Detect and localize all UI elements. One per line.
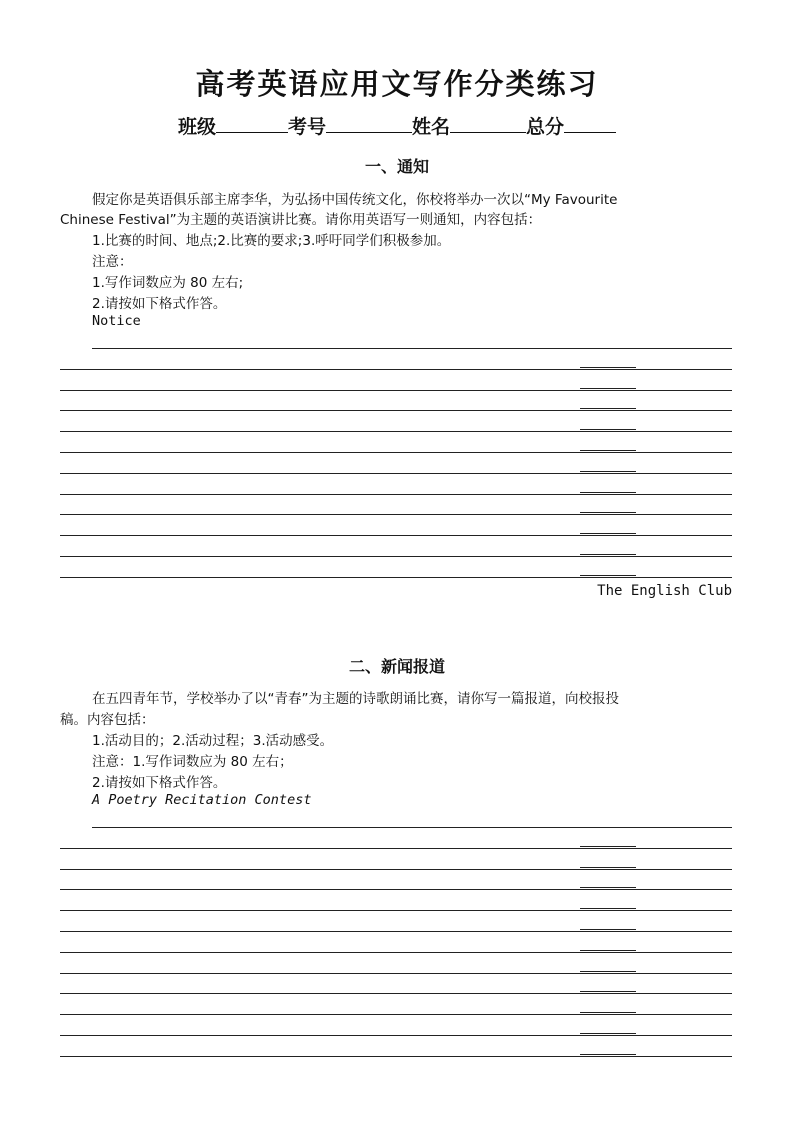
answer-line[interactable]: [60, 993, 732, 994]
answer-line-segment: [580, 408, 636, 409]
answer-line-segment: [580, 1012, 636, 1013]
answer-line-segment: [580, 533, 636, 534]
total-score-blank[interactable]: [564, 114, 616, 133]
answer-line[interactable]: [60, 889, 732, 890]
answer-line[interactable]: [60, 1035, 732, 1036]
answer-line-segment: [580, 846, 636, 847]
page-title: 高考英语应用文写作分类练习: [195, 67, 599, 101]
exam-number-label: 考号: [287, 116, 326, 138]
class-blank[interactable]: [216, 114, 288, 133]
section-1-note-1: 1.写作词数应为 80 左右;: [92, 275, 244, 291]
answer-line-segment: [580, 450, 636, 451]
answer-line[interactable]: [60, 431, 732, 432]
section-2-essay-heading: A Poetry Recitation Contest: [92, 792, 312, 808]
answer-line[interactable]: [60, 910, 732, 911]
section-1-prompt-line-2: Chinese Festival”为主题的英语演讲比赛。请你用英语写一则通知，内容包括：: [60, 212, 542, 228]
section-2-heading: 二、新闻报道: [348, 657, 445, 676]
answer-line[interactable]: [60, 494, 732, 495]
answer-line[interactable]: [60, 952, 732, 953]
answer-line-segment: [580, 388, 636, 389]
answer-line-segment: [580, 867, 636, 868]
section-2-note-1: 注意：1.写作词数应为 80 左右；: [92, 754, 293, 770]
answer-line-segment: [580, 492, 636, 493]
section-2-prompt-line-1: 在五四青年节，学校举办了以“青春”为主题的诗歌朗诵比赛，请你写一篇报道，向校报投: [92, 691, 619, 707]
section-1-content-points: 1.比赛的时间、地点;2.比赛的要求;3.呼吁同学们积极参加。: [92, 233, 451, 249]
section-1-heading: 一、通知: [364, 157, 429, 176]
answer-line-segment: [580, 971, 636, 972]
section-2-prompt-line-2: 稿。内容包括：: [60, 712, 155, 728]
answer-line[interactable]: [60, 1014, 732, 1015]
answer-line[interactable]: [60, 410, 732, 411]
answer-line-segment: [580, 471, 636, 472]
answer-line-segment: [580, 887, 636, 888]
answer-line[interactable]: [60, 973, 732, 974]
section-1-note-label: 注意：: [92, 254, 133, 270]
answer-line[interactable]: [60, 577, 732, 578]
total-score-label: 总分: [526, 116, 565, 138]
answer-line[interactable]: [92, 348, 732, 349]
answer-line-segment: [580, 575, 636, 576]
answer-line-segment: [580, 1054, 636, 1055]
section-1-prompt-line-1: 假定你是英语俱乐部主席李华，为弘扬中国传统文化，你校将举办一次以“My Favourite: [92, 192, 618, 208]
class-label: 班级: [177, 116, 216, 138]
name-label: 姓名: [412, 116, 451, 138]
answer-line-segment: [580, 929, 636, 930]
student-info-fields: [0, 112, 794, 139]
answer-line[interactable]: [60, 535, 732, 536]
answer-line[interactable]: [60, 848, 732, 849]
answer-line-segment: [580, 950, 636, 951]
section-1-essay-heading: Notice: [92, 313, 141, 329]
section-2-content-points: 1.活动目的；2.活动过程；3.活动感受。: [92, 733, 334, 749]
answer-line-segment: [580, 367, 636, 368]
answer-line[interactable]: [60, 1056, 732, 1057]
answer-line[interactable]: [60, 452, 732, 453]
answer-line-segment: [580, 1033, 636, 1034]
section-1-signature: The English Club: [597, 583, 732, 599]
answer-line[interactable]: [92, 827, 732, 828]
name-blank[interactable]: [450, 114, 526, 133]
answer-line[interactable]: [60, 931, 732, 932]
answer-line[interactable]: [60, 514, 732, 515]
answer-line[interactable]: [60, 556, 732, 557]
answer-line-segment: [580, 991, 636, 992]
answer-line-segment: [580, 512, 636, 513]
exam-number-blank[interactable]: [326, 114, 412, 133]
answer-line-segment: [580, 908, 636, 909]
answer-line-segment: [580, 429, 636, 430]
section-1-note-2: 2.请按如下格式作答。: [92, 296, 227, 312]
section-2-note-2: 2.请按如下格式作答。: [92, 775, 227, 791]
answer-line-segment: [580, 554, 636, 555]
answer-line[interactable]: [60, 473, 732, 474]
answer-line[interactable]: [60, 390, 732, 391]
answer-line[interactable]: [60, 869, 732, 870]
answer-line[interactable]: [60, 369, 732, 370]
